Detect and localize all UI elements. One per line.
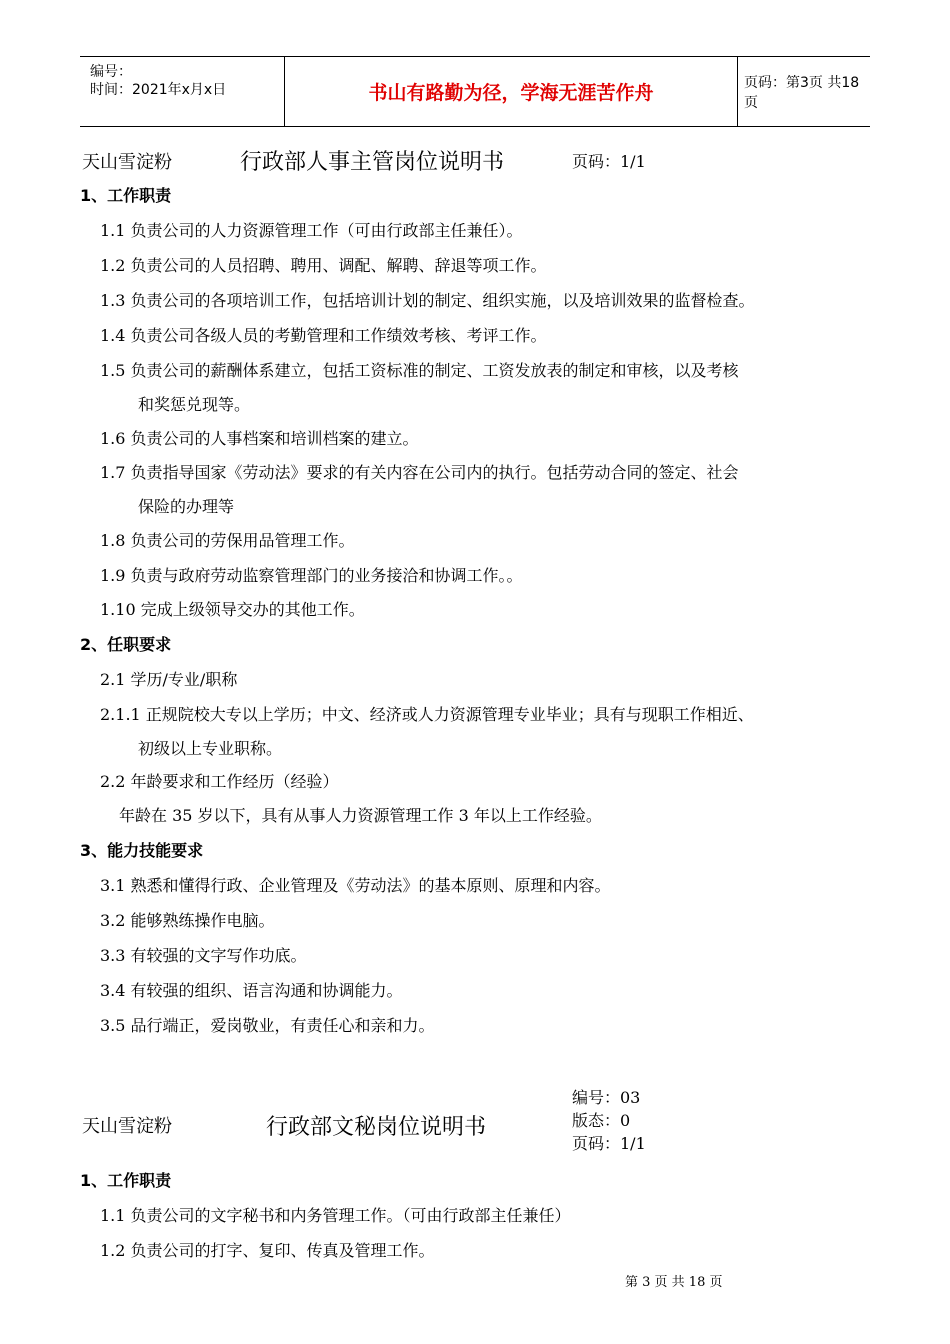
doc1-item: 3.5 品行端正，爱岗敬业，有责任心和亲和力。 — [100, 1016, 435, 1035]
doc1-item-cont: 保险的办理等 — [138, 497, 235, 516]
page-header — [80, 56, 870, 127]
header-page-cell — [736, 57, 870, 126]
doc1-section-3-heading: 3、能力技能要求 — [80, 841, 204, 860]
doc1-item: 3.4 有较强的组织、语言沟通和协调能力。 — [100, 981, 403, 1000]
doc2-page: 页码：1/1 — [572, 1134, 646, 1153]
doc1-section-2-heading: 2、任职要求 — [80, 635, 172, 654]
header-motto: 书山有路勤为径，学海无涯苦作舟 — [368, 82, 654, 104]
doc1-item: 2.2 年龄要求和工作经历（经验） — [100, 772, 339, 791]
doc1-item: 2.1.1 正规院校大专以上学历；中文、经济或人力资源管理专业毕业；具有与现职工作相近、 — [100, 705, 754, 724]
doc1-item: 年龄在 35 岁以下，具有从事人力资源管理工作 3 年以上工作经验。 — [119, 806, 602, 825]
doc1-item: 1.2 负责公司的人员招聘、聘用、调配、解聘、辞退等项工作。 — [100, 256, 547, 275]
header-page-info: 页码：第3页 共18页 — [744, 74, 860, 111]
doc1-item: 1.7 负责指导国家《劳动法》要求的有关内容在公司内的执行。包括劳动合同的签定、社会 — [100, 463, 739, 482]
doc1-item: 3.2 能够熟练操作电脑。 — [100, 911, 275, 930]
header-date: 时间：2021年x月x日 — [90, 82, 227, 98]
page-footer: 第 3 页 共 18 页 — [625, 1275, 723, 1290]
doc2-version: 版态：0 — [572, 1111, 631, 1130]
doc1-item: 1.4 负责公司各级人员的考勤管理和工作绩效考核、考评工作。 — [100, 326, 547, 345]
doc1-item: 1.3 负责公司的各项培训工作，包括培训计划的制定、组织实施，以及培训效果的监督检查。 — [100, 291, 755, 310]
header-number-label: 编号： — [90, 64, 132, 80]
doc1-item: 1.8 负责公司的劳保用品管理工作。 — [100, 531, 355, 550]
doc1-page: 页码：1/1 — [572, 152, 646, 171]
doc2-number: 编号：03 — [572, 1088, 641, 1107]
doc2-title: 行政部文秘岗位说明书 — [266, 1115, 487, 1140]
doc1-item-cont: 和奖惩兑现等。 — [138, 395, 251, 414]
header-motto-cell — [284, 57, 738, 126]
doc1-company: 天山雪淀粉 — [82, 152, 172, 173]
doc2-company: 天山雪淀粉 — [82, 1116, 172, 1137]
doc1-item: 1.5 负责公司的薪酬体系建立，包括工资标准的制定、工资发放表的制定和审核，以及考核 — [100, 361, 739, 380]
doc2-item: 1.2 负责公司的打字、复印、传真及管理工作。 — [100, 1241, 435, 1260]
doc1-item: 2.1 学历/专业/职称 — [100, 670, 238, 689]
header-meta-cell — [80, 57, 284, 126]
doc1-title: 行政部人事主管岗位说明书 — [240, 150, 505, 175]
doc2-item: 1.1 负责公司的文字秘书和内务管理工作。（可由行政部主任兼任） — [100, 1206, 571, 1225]
doc1-section-1-heading: 1、工作职责 — [80, 186, 172, 205]
doc2-section-1-heading: 1、工作职责 — [80, 1171, 172, 1190]
doc1-item-cont: 初级以上专业职称。 — [138, 739, 283, 758]
doc1-item: 1.9 负责与政府劳动监察管理部门的业务接洽和协调工作。。 — [100, 566, 523, 585]
doc1-item: 1.10 完成上级领导交办的其他工作。 — [100, 600, 365, 619]
doc1-item: 1.1 负责公司的人力资源管理工作（可由行政部主任兼任）。 — [100, 221, 523, 240]
doc1-item: 1.6 负责公司的人事档案和培训档案的建立。 — [100, 429, 419, 448]
doc1-item: 3.3 有较强的文字写作功底。 — [100, 946, 307, 965]
doc1-item: 3.1 熟悉和懂得行政、企业管理及《劳动法》的基本原则、原理和内容。 — [100, 876, 611, 895]
